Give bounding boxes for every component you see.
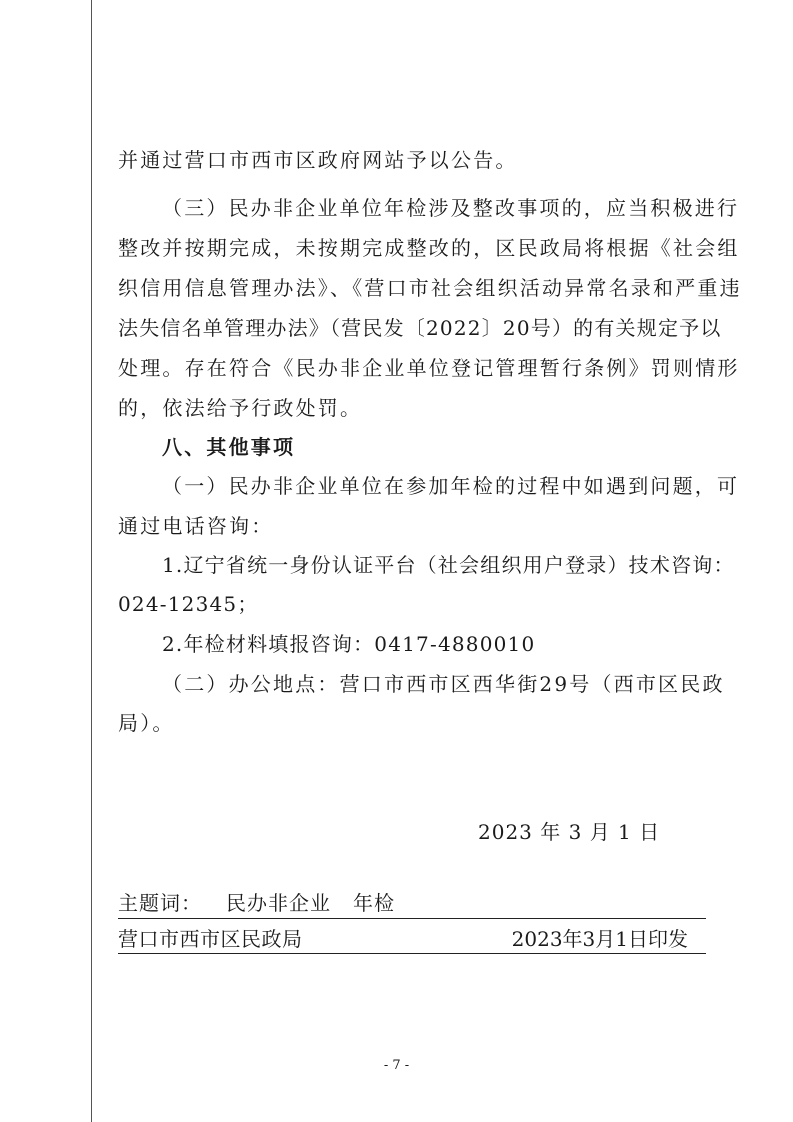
paragraph-3-line-5: 处理。存在符合《民办非企业单位登记管理暂行条例》罚则情形 [118, 356, 740, 380]
binding-margin-line [91, 0, 92, 1122]
paragraph-8-2-line-2: 局）。 [118, 711, 175, 735]
subject-keywords-row [118, 890, 706, 919]
page-number: - 7 - [383, 1058, 410, 1073]
issuer-row [118, 925, 706, 954]
item-1-line-1: 1.辽宁省统一身份认证平台（社会组织用户登录）技术咨询： [162, 553, 735, 577]
paragraph-8-1-line-1: （一）民办非企业单位在参加年检的过程中如遇到问题，可 [162, 474, 740, 498]
paragraph-3-line-3: 织信用信息管理办法》、《营口市社会组织活动异常名录和严重违 [118, 276, 742, 300]
paragraph-8-2-line-1: （二）办公地点：营口市西市区西华街29号（西市区民政 [162, 672, 725, 696]
paragraph-3-line-4: 法失信名单管理办法》（营民发〔2022〕20号）的有关规定予以 [118, 316, 722, 340]
subject-keyword: 年检 [353, 891, 395, 915]
paragraph-3-line-1: （三）民办非企业单位年检涉及整改事项的，应当积极进行 [162, 196, 740, 220]
item-1-line-2: 024-12345； [118, 592, 259, 616]
paragraph-3-line-2: 整改并按期完成，未按期完成整改的，区民政局将根据《社会组 [118, 236, 740, 260]
issue-date: 2023年3月1日印发 [511, 927, 688, 951]
subject-label: 主题词： [118, 891, 202, 915]
subject-keyword: 民办非企业 [226, 891, 331, 915]
item-2: 2.年检材料填报咨询：0417-4880010 [162, 632, 536, 656]
document-date: 2023 年 3 月 1 日 [478, 820, 661, 844]
body-line: 并通过营口市西市区政府网站予以公告。 [118, 148, 518, 172]
paragraph-8-1-line-2: 通过电话咨询： [118, 514, 274, 538]
issuing-organization: 营口市西市区民政局 [118, 927, 303, 951]
paragraph-3-line-6: 的，依法给予行政处罚。 [118, 396, 363, 420]
section-heading-other-matters: 八、其他事项 [162, 435, 296, 459]
